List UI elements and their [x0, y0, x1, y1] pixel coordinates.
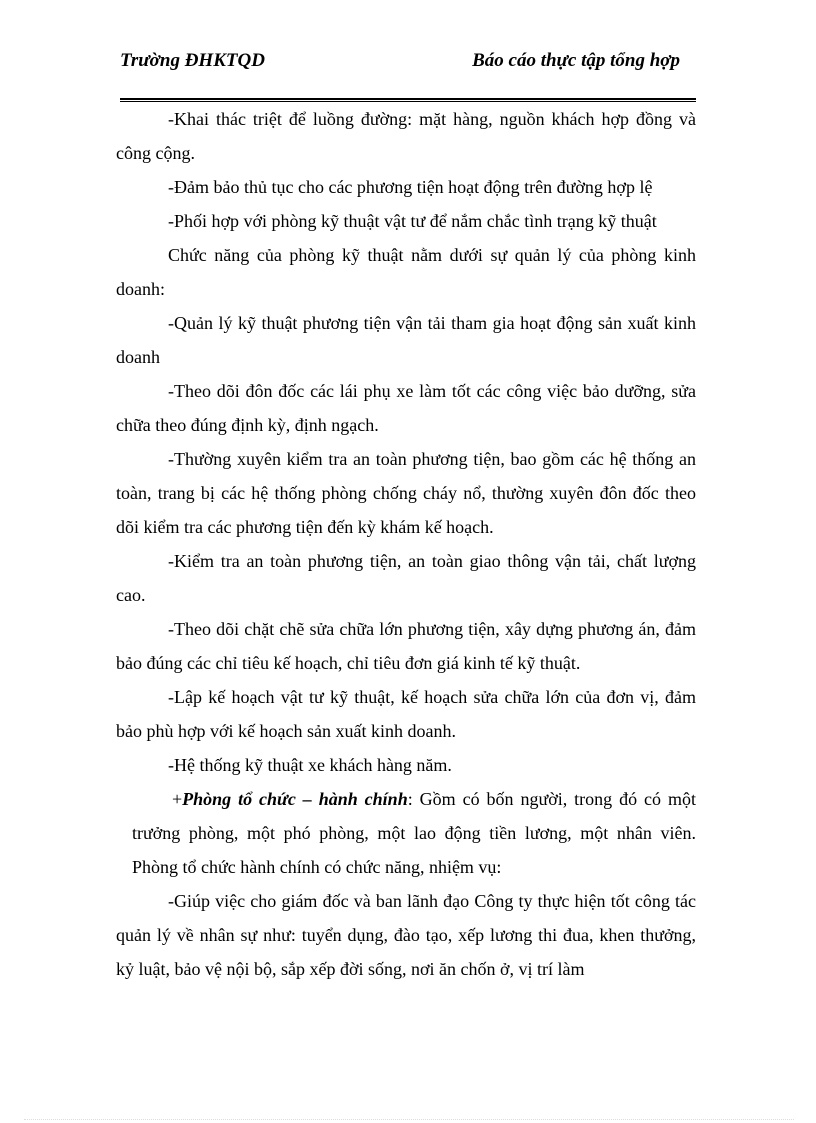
- page-header: [120, 50, 680, 78]
- paragraph: -Hệ thống kỹ thuật xe khách hàng năm.: [168, 755, 452, 775]
- document-body: [116, 102, 696, 986]
- paragraph: -Kiểm tra an toàn phương tiện, an toàn giao thông vận tải, chất lượng cao.: [116, 551, 696, 605]
- paragraph: Chức năng của phòng kỹ thuật nằm dưới sự quản lý của phòng kinh doanh:: [116, 245, 696, 299]
- dept-prefix: +: [172, 789, 183, 809]
- paragraph: -Khai thác triệt để luồng đường: mặt hàng, nguồn khách hợp đồng và công cộng.: [116, 109, 696, 163]
- page-bottom-border: [24, 1119, 794, 1120]
- paragraph: -Theo dõi chặt chẽ sửa chữa lớn phương tiện, xây dựng phương án, đảm bảo đúng các chỉ tiêu kế hoạch, chỉ tiêu đơn giá kinh tế kỹ thuật.: [116, 619, 696, 673]
- header-rule: [120, 98, 696, 100]
- paragraph: -Theo dõi đôn đốc các lái phụ xe làm tốt các công việc bảo dưỡng, sửa chữa theo đúng định kỳ, định ngạch.: [116, 381, 696, 435]
- paragraph: -Phối hợp với phòng kỹ thuật vật tư để nắm chắc tình trạng kỹ thuật: [168, 211, 657, 231]
- header-university: Trường ĐHKTQD: [120, 50, 265, 71]
- paragraph: -Thường xuyên kiểm tra an toàn phương tiện, bao gồm các hệ thống an toàn, trang bị các hệ thống phòng chống cháy nổ, thường xuyên đôn đốc theo dõi kiểm tra các phương tiện đến kỳ khám kế hoạch.: [116, 449, 696, 537]
- paragraph: -Giúp việc cho giám đốc và ban lãnh đạo Công ty thực hiện tốt công tác quản lý về nhân sự như: tuyển dụng, đào tạo, xếp lương thi đua, khen thưởng, kỷ luật, bảo vệ nội bộ, sắp xếp đời sống, nơi ăn chốn ở, vị trí làm: [116, 891, 696, 979]
- header-report-title: Báo cáo thực tập tổng hợp: [472, 50, 680, 71]
- dept-paragraph: [116, 782, 696, 884]
- paragraph: -Lập kế hoạch vật tư kỹ thuật, kế hoạch sửa chữa lớn của đơn vị, đảm bảo phù hợp với kế hoạch sản xuất kinh doanh.: [116, 687, 696, 741]
- dept-title: Phòng tổ chức – hành chính: [182, 789, 408, 809]
- dept-text: : Gồm có bốn người, trong đó có một trưởng phòng, một phó phòng, một lao động tiền lương, một nhân viên. Phòng tổ chức hành chính có chức năng, nhiệm vụ:: [132, 789, 696, 877]
- paragraph: -Đảm bảo thủ tục cho các phương tiện hoạt động trên đường hợp lệ: [168, 177, 653, 197]
- paragraph: -Quản lý kỹ thuật phương tiện vận tải tham gia hoạt động sản xuất kinh doanh: [116, 313, 696, 367]
